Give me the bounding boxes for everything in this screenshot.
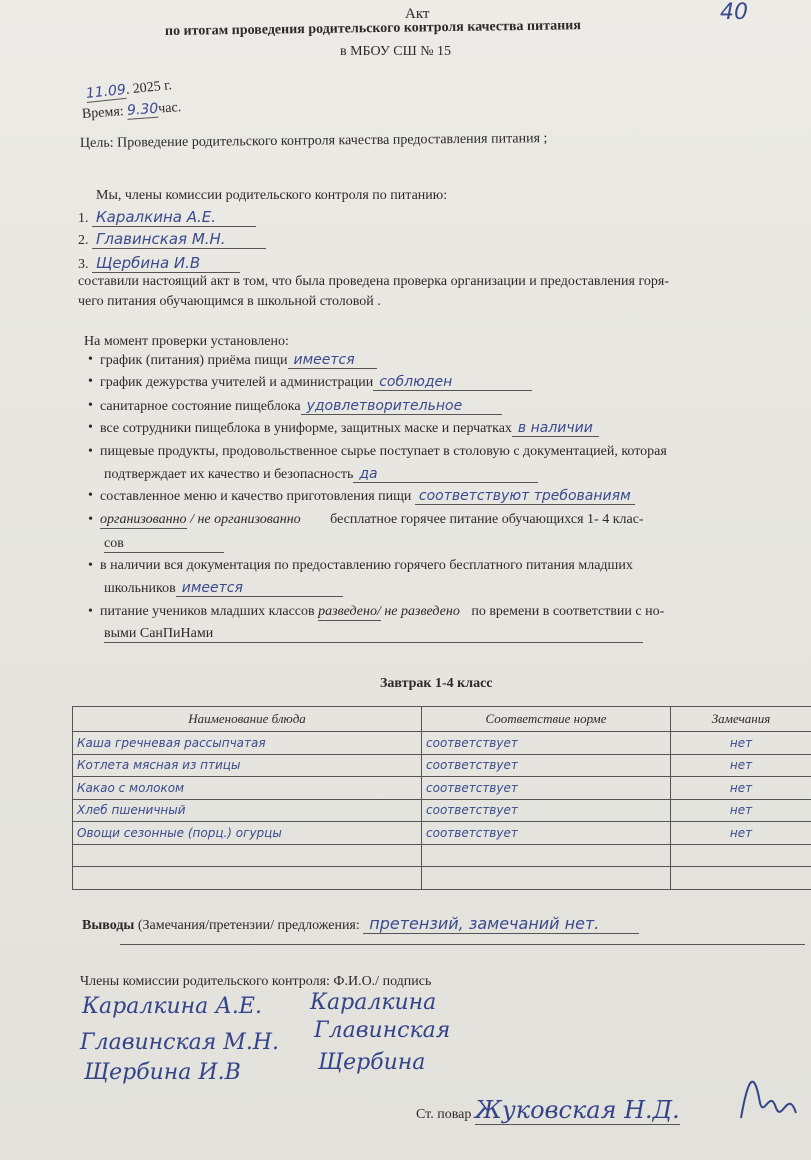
signature-name: Щербина И.В [84, 1060, 241, 1085]
date-line [85, 77, 173, 103]
finding-answer: соблюден [373, 374, 532, 391]
dish-cell: Каша гречневая рассыпчатая [73, 732, 422, 755]
signature-mark: Главинская [314, 1018, 451, 1043]
findings-title: На момент проверки установлено: [84, 334, 289, 349]
time-label: Время: [81, 104, 125, 122]
finding-answer: в наличии [512, 420, 599, 437]
statement-line-1: составили настоящий акт в том, что была проведена проверка организации и предоставления горя- [78, 274, 669, 289]
table-row [73, 732, 811, 755]
member-name: Щербина И.В [92, 254, 240, 273]
member-name: Каралкина А.Е. [92, 208, 256, 227]
signature-mark: Каралкина [310, 990, 437, 1015]
finding-menu [100, 488, 635, 505]
signature-name: Главинская М.Н. [80, 1030, 279, 1055]
time-line [81, 99, 181, 123]
member-1 [78, 208, 256, 227]
finding-docs [100, 558, 633, 574]
remark-cell [671, 867, 811, 890]
intro-line: Мы, члены комиссии родительского контроля по питанию: [96, 188, 448, 203]
dish-cell: Какао с молоком [73, 777, 422, 800]
finding-schedule [100, 604, 664, 621]
time-suffix: час. [157, 100, 182, 117]
dish-cell [73, 867, 422, 890]
sched-option: не разведено [384, 604, 460, 619]
dish-cell [73, 844, 422, 867]
member-num: 1. [78, 211, 89, 226]
table-row [73, 777, 811, 800]
norm-cell: соответствует [422, 732, 671, 755]
norm-cell: соответствует [422, 777, 671, 800]
date-suffix: . 2025 г. [125, 78, 173, 98]
member-2 [78, 230, 266, 249]
finding-text: все сотрудники пищеблока в униформе, защитных маске и перчатках [100, 421, 512, 436]
doc-school: в МБОУ СШ № 15 [340, 44, 452, 59]
finding-docs-line-2 [104, 580, 343, 597]
org-option: не организованно [197, 512, 301, 527]
finding-text: сов [104, 536, 224, 553]
finding-item [100, 398, 502, 415]
table-header-row [73, 707, 811, 732]
corner-note: 40 [720, 0, 748, 25]
remark-cell: нет [671, 822, 811, 845]
dish-cell: Котлета мясная из птицы [73, 754, 422, 777]
finding-answer: удовлетворительное [301, 398, 503, 415]
finding-answer: да [353, 466, 537, 483]
dish-cell: Хлеб пшеничный [73, 799, 422, 822]
finding-products [100, 444, 667, 460]
finding-text: в наличии вся документация по предоставлению горячего бесплатного питания младших [100, 558, 633, 573]
column-header: Соответствие норме [422, 707, 671, 732]
org-option-selected: организованно [100, 512, 187, 527]
member-3 [78, 254, 240, 273]
org-separator: / [186, 512, 198, 527]
finding-item [100, 352, 377, 369]
finding-item [100, 420, 599, 437]
finding-text: подтверждает их качество и безопасность [104, 467, 354, 482]
table-row [73, 867, 811, 890]
remark-cell: нет [671, 754, 811, 777]
finding-organization-line-2 [104, 536, 224, 553]
sched-option-selected: разведено/ [318, 604, 381, 619]
table-row [73, 799, 811, 822]
finding-text: график дежурства учителей и администрации [100, 375, 374, 390]
remark-cell: нет [671, 732, 811, 755]
finding-text: питание учеников младших классов [100, 604, 315, 619]
table-row [73, 844, 811, 867]
finding-answer: имеется [288, 352, 377, 369]
dish-cell: Овощи сезонные (порц.) огурцы [73, 822, 422, 845]
statement-line-2: чего питания обучающимся в школьной столовой . [78, 294, 381, 309]
member-name: Главинская М.Н. [92, 230, 266, 249]
finding-text: бесплатное горячее питание обучающихся 1- 4 клас- [330, 512, 644, 527]
norm-cell: соответствует [422, 799, 671, 822]
norm-cell [422, 844, 671, 867]
member-num: 2. [78, 233, 89, 248]
member-num: 3. [78, 257, 89, 272]
table-title: Завтрак 1-4 класс [380, 676, 493, 691]
doc-subtitle: по итогам проведения родительского контроля качества питания [164, 18, 582, 39]
commission-label: Члены комиссии родительского контроля: Ф.И.О./ подпись [80, 974, 432, 989]
norm-cell: соответствует [422, 822, 671, 845]
finding-text: школьников [104, 581, 176, 596]
signature-name: Каралкина А.Е. [82, 994, 262, 1019]
finding-answer: соответствуют требованиям [415, 488, 635, 505]
table-row [73, 754, 811, 777]
date-value: 11.09 [85, 81, 127, 102]
menu-table [72, 706, 811, 890]
finding-text: выми СанПиНами [104, 626, 643, 643]
finding-answer: имеется [176, 580, 343, 597]
norm-cell: соответствует [422, 754, 671, 777]
remark-cell: нет [671, 799, 811, 822]
finding-text: пищевые продукты, продовольственное сырье поступает в столовую с документацией, которая [100, 444, 667, 459]
finding-organization [100, 512, 644, 529]
finding-schedule-line-2 [104, 626, 643, 643]
conclusions-value: претензий, замечаний нет. [363, 914, 639, 934]
finding-products-line-2 [104, 466, 538, 483]
cook-name: Жуковская Н.Д. [474, 1096, 680, 1124]
conclusions-sub: (Замечания/претензии/ предложения: [137, 918, 360, 933]
cook-signature-icon [736, 1058, 806, 1128]
doc-title: Акт [405, 6, 430, 22]
remark-cell: нет [671, 777, 811, 800]
conclusions-extra-line [120, 944, 805, 945]
finding-text: санитарное состояние пищеблока [100, 399, 301, 414]
finding-text: график (питания) приёма пищи [100, 353, 288, 368]
norm-cell [422, 867, 671, 890]
time-value: 9.30 [126, 100, 159, 119]
finding-text: по времени в соответствии с но- [471, 604, 665, 619]
finding-text: составленное меню и качество приготовления пищи [100, 489, 412, 504]
cook-line [416, 1096, 680, 1125]
conclusions-line [82, 914, 639, 934]
cook-label: Ст. повар [416, 1107, 472, 1122]
column-header: Замечания [671, 707, 811, 732]
table-row [73, 822, 811, 845]
column-header: Наименование блюда [73, 707, 422, 732]
finding-item [100, 374, 532, 391]
goal-line: Цель: Проведение родительского контроля качества предоставления питания ; [79, 131, 548, 151]
conclusions-label: Выводы [82, 918, 135, 933]
signature-mark: Щербина [318, 1050, 426, 1075]
remark-cell [671, 844, 811, 867]
